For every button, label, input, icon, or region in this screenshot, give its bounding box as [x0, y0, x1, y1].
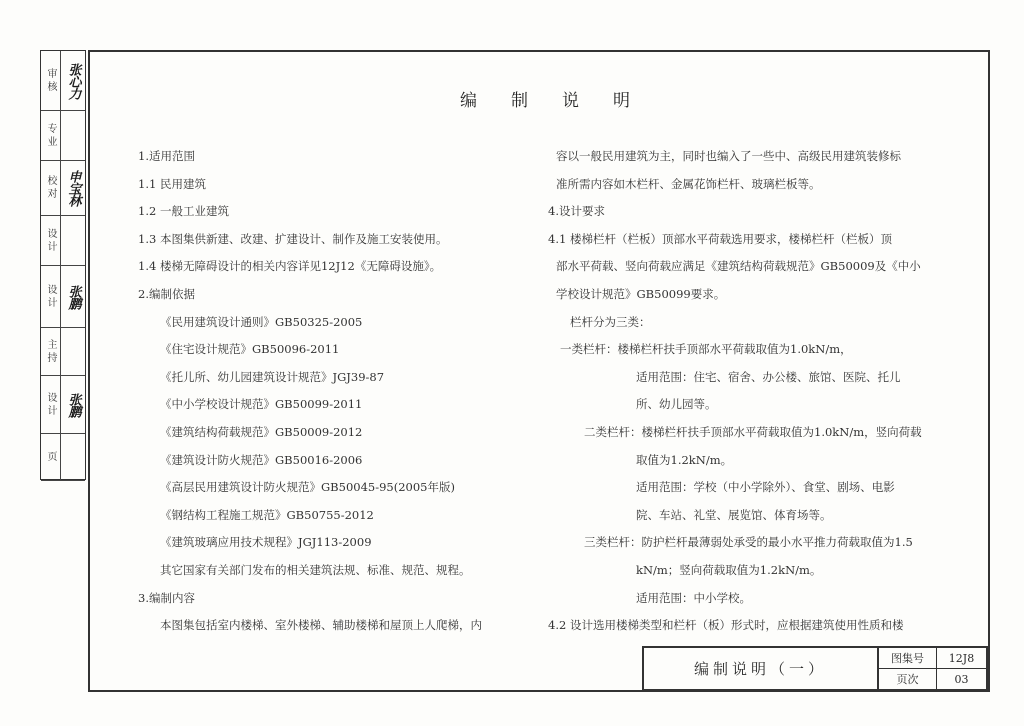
body-line: 一类栏杆：楼梯栏杆扶手顶部水平荷载取值为1.0kN/m，: [560, 342, 852, 357]
body-line: 《高层民用建筑设计防火规范》GB50045-95(2005年版): [160, 480, 455, 495]
body-line: 《建筑玻璃应用技术规程》JGJ113-2009: [160, 535, 372, 550]
titleblock-name: 编制说明（一）: [644, 648, 879, 689]
body-line: 4.设计要求: [548, 204, 605, 219]
body-line: 2.编制依据: [138, 287, 195, 301]
sidebar-cell: [41, 51, 85, 111]
body-line: 1.适用范围: [138, 149, 195, 163]
body-line: 二类栏杆：楼梯栏杆扶手顶部水平荷载取值为1.0kN/m，竖向荷载: [584, 425, 922, 439]
body-line: 4.2 设计选用楼梯类型和栏杆（板）形式时，应根据建筑使用性质和楼: [548, 618, 904, 633]
sidebar-cell-signature: [61, 111, 85, 160]
sidebar-cell-signature: 张心力: [65, 62, 81, 99]
sidebar-cell-label: 设计: [41, 266, 61, 327]
signature-sidebar: [40, 50, 86, 480]
page-number-value: 03: [954, 672, 969, 686]
body-line: 适用范围：住宅、宿舍、办公楼、旅馆、医院、托儿: [636, 369, 901, 384]
atlas-number-value: 12J8: [937, 648, 986, 669]
body-line: 《中小学校设计规范》GB50099-2011: [160, 397, 363, 412]
sidebar-cell-label: 审核: [41, 51, 61, 110]
sidebar-cell: [41, 216, 85, 266]
body-line: 《钢结构工程施工规范》GB50755-2012: [160, 507, 374, 522]
body-line: 准所需内容如木栏杆、金属花饰栏杆、玻璃栏板等。: [556, 176, 821, 191]
body-line: 其它国家有关部门发布的相关建筑法规、标准、规范、规程。: [160, 563, 471, 577]
sidebar-cell-signature: [61, 434, 85, 480]
body-line: 《建筑设计防火规范》GB50016-2006: [160, 452, 363, 467]
sidebar-cell: [41, 434, 85, 481]
sidebar-cell-signature: [61, 328, 85, 375]
body-line: kN/m；竖向荷载取值为1.2kN/m。: [636, 563, 822, 577]
sidebar-cell: [41, 111, 85, 161]
body-line: 《建筑结构荷载规范》GB50009-2012: [160, 425, 363, 439]
body-line: 《民用建筑设计通则》GB50325-2005: [160, 314, 363, 329]
atlas-number-label: 图集号: [879, 648, 937, 669]
sidebar-cell-label: 设计: [41, 376, 61, 433]
body-line: 部水平荷载、竖向荷载应满足《建筑结构荷载规范》GB50009及《中小: [556, 259, 921, 274]
sidebar-cell-signature: 张鹏: [65, 284, 81, 309]
sidebar-cell-label: 页: [41, 434, 61, 480]
body-line: 容以一般民用建筑为主，同时也编入了一些中、高级民用建筑装修标: [556, 149, 901, 163]
sidebar-cell-label: 校对: [41, 161, 61, 215]
body-line: 院、车站、礼堂、展览馆、体育场等。: [636, 507, 832, 522]
sidebar-cell: [41, 328, 85, 376]
body-line: 《住宅设计规范》GB50096-2011: [160, 342, 340, 357]
body-line: 《托儿所、幼儿园建筑设计规范》JGJ39-87: [160, 369, 385, 384]
body-line: 1.1 民用建筑: [138, 176, 206, 191]
sidebar-cell-signature: 申宝林: [65, 170, 81, 206]
body-line: 1.4 楼梯无障碍设计的相关内容详见12J12《无障碍设施》。: [138, 259, 442, 274]
page-title: 编制说明: [460, 91, 664, 111]
body-line: 取值为1.2kN/m。: [636, 452, 733, 467]
body-line: 学校设计规范》GB50099要求。: [556, 287, 726, 301]
sidebar-cell-label: 主持: [41, 328, 61, 375]
sidebar-cell: [41, 266, 85, 328]
sidebar-cell-signature: [61, 216, 85, 265]
body-line: 3.编制内容: [138, 590, 195, 605]
sidebar-cell: [41, 376, 85, 434]
body-line: 所、幼儿园等。: [636, 397, 717, 412]
sidebar-cell-signature: 张鹏: [65, 392, 81, 417]
page-number-label: 页次: [879, 669, 937, 689]
body-line: 1.3 本图集供新建、改建、扩建设计、制作及施工安装使用。: [138, 231, 448, 246]
title-block: [642, 646, 988, 691]
body-line: 栏杆分为三类：: [570, 314, 651, 329]
sidebar-cell-label: 设计: [41, 216, 61, 265]
body-line: 适用范围：学校（中小学除外）、食堂、剧场、电影: [636, 480, 895, 495]
sidebar-cell: [41, 161, 85, 216]
body-line: 本图集包括室内楼梯、室外楼梯、辅助楼梯和屋顶上人爬梯，内: [160, 618, 482, 633]
body-line: 4.1 楼梯栏杆（栏板）顶部水平荷载选用要求，楼梯栏杆（栏板）顶: [548, 231, 892, 246]
body-line: 三类栏杆：防护栏杆最薄弱处承受的最小水平推力荷载取值为1.5: [584, 535, 913, 550]
body-line: 1.2 一般工业建筑: [138, 204, 229, 219]
sidebar-cell-label: 专业: [41, 111, 61, 160]
body-line: 适用范围：中小学校。: [636, 590, 751, 605]
